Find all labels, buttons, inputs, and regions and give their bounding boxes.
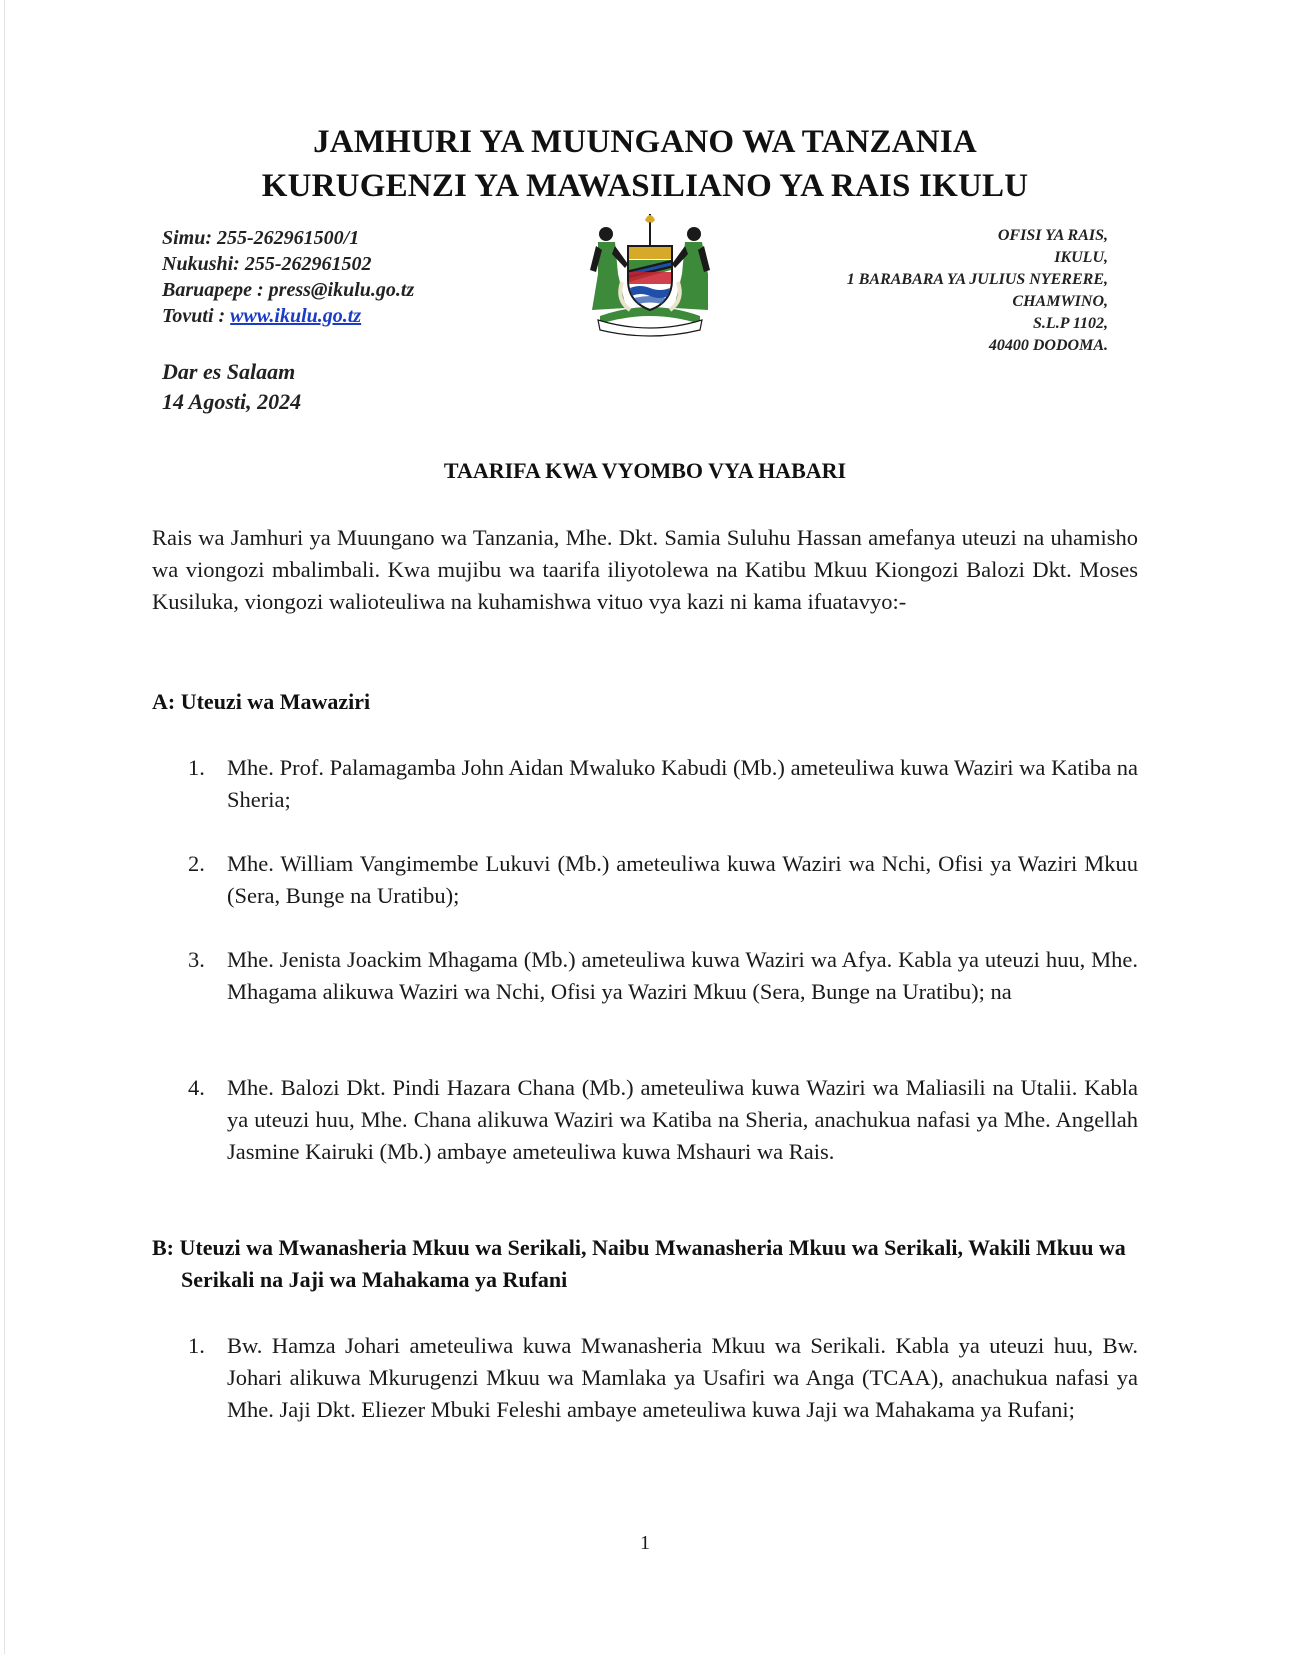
list-text: Bw. Hamza Johari ameteuliwa kuwa Mwanasheria Mkuu wa Serikali. Kabla ya uteuzi huu, Bw. Johari alikuwa Mkurugenzi Mkuu wa Mamlaka ya Usafiri wa Anga (TCAA), anachukua nafasi ya Mhe. Jaji Dkt. Eliezer Mbuki Feleshi ambaye ameteuliwa kuwa Jaji wa Mahakama ya Rufani; xyxy=(227,1333,1138,1422)
email-line: Baruapepe : press@ikulu.go.tz xyxy=(162,279,415,301)
section-b-heading: B: Uteuzi wa Mwanasheria Mkuu wa Serikali, Naibu Mwanasheria Mkuu wa Serikali, Wakili Mkuu wa Serikali na Jaji wa Mahakama ya Rufani xyxy=(152,1235,1126,1292)
phone-line: Simu: 255-262961500/1 xyxy=(162,227,360,249)
list-text: Mhe. Balozi Dkt. Pindi Hazara Chana (Mb.) ameteuliwa kuwa Waziri wa Maliasili na Utalii. Kabla ya uteuzi huu, Mhe. Chana alikuwa Waziri wa Katiba na Sheria, anachukua nafasi ya Mhe. Angellah Jasmine Kairuki (Mb.) ambaye ameteuliwa kuwa Mshauri wa Rais. xyxy=(227,1075,1138,1164)
list-number: 2. xyxy=(188,851,205,876)
contact-block xyxy=(162,225,414,329)
list-text: Mhe. Jenista Joackim Mhagama (Mb.) ameteuliwa kuwa Waziri wa Afya. Kabla ya uteuzi huu, Mhe. Mhagama alikuwa Waziri wa Nchi, Ofisi ya Waziri Mkuu (Sera, Bunge na Uratibu); na xyxy=(227,947,1138,1004)
place-date-block xyxy=(162,357,301,417)
website-link[interactable]: www.ikulu.go.tz xyxy=(230,305,362,327)
coat-of-arms-icon xyxy=(582,212,718,338)
list-number: 1. xyxy=(188,755,205,780)
address-line: OFISI YA RAIS, xyxy=(997,227,1108,244)
section-a-heading: A: Uteuzi wa Mawaziri xyxy=(152,689,371,714)
list-number: 4. xyxy=(188,1075,205,1100)
header-title-line2: KURUGENZI YA MAWASILIANO YA RAIS IKULU xyxy=(261,168,1029,204)
address-line: CHAMWINO, xyxy=(1012,293,1108,310)
list-text: Mhe. Prof. Palamagamba John Aidan Mwaluko Kabudi (Mb.) ameteuliwa kuwa Waziri wa Katiba na Sheria; xyxy=(227,755,1138,812)
release-title: TAARIFA KWA VYOMBO VYA HABARI xyxy=(443,458,847,483)
address-block xyxy=(847,225,1108,357)
address-line: S.L.P 1102, xyxy=(1033,315,1108,332)
list-item xyxy=(188,752,1138,816)
list-number: 3. xyxy=(188,947,205,972)
page-edge xyxy=(4,0,5,1654)
list-item xyxy=(188,848,1138,912)
address-line: 40400 DODOMA. xyxy=(988,337,1108,354)
list-item xyxy=(188,1072,1138,1167)
list-text: Mhe. William Vangimembe Lukuvi (Mb.) ameteuliwa kuwa Waziri wa Nchi, Ofisi ya Waziri Mkuu (Sera, Bunge na Uratibu); xyxy=(227,851,1138,908)
list-item xyxy=(188,1330,1138,1425)
list-item xyxy=(188,944,1138,1008)
intro-paragraph: Rais wa Jamhuri ya Muungano wa Tanzania, Mhe. Dkt. Samia Suluhu Hassan amefanya uteuzi na uhamisho wa viongozi mbalimbali. Kwa mujibu wa taarifa iliyotolewa na Katibu Mkuu Kiongozi Balozi Dkt. Moses Kusiluka, viongozi walioteuliwa na kuhamishwa vituo vya kazi ni kama ifuatavyo:- xyxy=(152,525,1138,614)
list-number: 1. xyxy=(188,1333,205,1358)
website-line xyxy=(162,303,414,329)
address-line: 1 BARABARA YA JULIUS NYERERE, xyxy=(846,271,1108,288)
fax-line: Nukushi: 255-262961502 xyxy=(162,253,372,275)
date: 14 Agosti, 2024 xyxy=(162,389,302,414)
header-title-line1: JAMHURI YA MUUNGANO WA TANZANIA xyxy=(313,124,977,160)
place: Dar es Salaam xyxy=(162,359,296,384)
website-label: Tovuti : xyxy=(162,305,231,327)
page-number: 1 xyxy=(640,1532,650,1554)
address-line: IKULU, xyxy=(1054,249,1108,266)
